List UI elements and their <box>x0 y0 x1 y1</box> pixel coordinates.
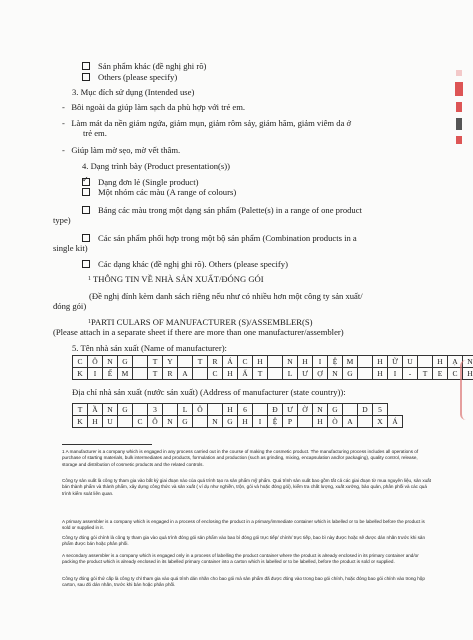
grid-cell[interactable]: Ệ <box>328 356 343 368</box>
manufacturer-address-row-2[interactable] <box>72 415 403 428</box>
grid-cell[interactable]: R <box>208 356 223 368</box>
grid-cell[interactable]: Đ <box>268 404 283 416</box>
grid-cell[interactable]: E <box>433 368 448 380</box>
grid-cell[interactable]: Ò <box>328 416 343 428</box>
manufacturer-name-label: 5. Tên nhà sản xuất (Name of manufacturer): <box>72 343 227 353</box>
attach-note-vn: (Đề nghị đính kèm danh sách riêng nếu như có nhiều hơn một công ty sản xuất/ <box>89 291 363 301</box>
grid-cell[interactable]: - <box>403 368 418 380</box>
grid-cell[interactable]: L <box>283 368 298 380</box>
checkbox-range-of-colours[interactable] <box>82 188 90 196</box>
presentation-colours: Một nhóm các màu (A range of colours) <box>82 187 236 197</box>
grid-cell[interactable]: G <box>223 416 238 428</box>
grid-cell[interactable]: L <box>178 404 193 416</box>
grid-cell[interactable]: D <box>358 404 373 416</box>
use-item-2: - Làm mát da nền giảm ngứa, giảm mụn, giảm rôm sảy, giảm hăm, giảm viêm da ở <box>62 118 352 128</box>
presentation-palette: Bảng các màu trong một dạng sản phẩm (Palette(s) in a range of one product <box>82 205 362 215</box>
grid-cell[interactable]: U <box>103 416 118 428</box>
page-edge-stamp <box>452 70 466 160</box>
grid-cell[interactable] <box>118 416 133 428</box>
use-item-3: - Giúp làm mờ sẹo, mờ vết thâm. <box>62 145 181 155</box>
grid-cell[interactable]: X <box>373 416 388 428</box>
grid-cell[interactable]: H <box>88 416 103 428</box>
grid-cell[interactable]: 6 <box>238 404 253 416</box>
grid-cell[interactable]: N <box>313 404 328 416</box>
grid-cell[interactable] <box>193 416 208 428</box>
grid-cell[interactable] <box>193 368 208 380</box>
grid-cell[interactable]: N <box>283 356 298 368</box>
use-item-1: - Bôi ngoài da giúp làm sạch da phù hợp với trẻ em. <box>62 102 246 112</box>
grid-cell[interactable]: I <box>313 356 328 368</box>
grid-cell[interactable]: K <box>73 416 88 428</box>
checkbox-other-products[interactable] <box>82 62 90 70</box>
manufacturer-name-row-2[interactable] <box>72 367 473 380</box>
grid-cell[interactable]: I <box>253 416 268 428</box>
grid-cell[interactable]: H <box>223 368 238 380</box>
grid-cell[interactable]: T <box>73 404 88 416</box>
presentation-palette-cont: type) <box>53 215 71 225</box>
grid-cell[interactable]: R <box>163 368 178 380</box>
manufacturer-address-label: Địa chỉ nhà sản xuất (nước sản xuất) (Address of manufacturer (state country)): <box>72 387 346 397</box>
grid-cell[interactable]: P <box>283 416 298 428</box>
footnote-manufacturer: 1 A manufacturer is a company which is engaged in any process carried out in the course of making the cosmetic product. The manufacturing process includes all operations of purchase of starting materials, bulk intermediates and products, formulation and production (such as grinding, mixing, encapsulation and/or packaging), quality control, release, storage and distribution of cosmetic products and the related controls. <box>62 449 419 467</box>
grid-cell[interactable]: C <box>238 356 253 368</box>
grid-cell[interactable]: N <box>103 404 118 416</box>
grid-cell[interactable]: Ệ <box>268 416 283 428</box>
grid-cell[interactable]: Ô <box>148 416 163 428</box>
grid-cell[interactable]: A <box>178 368 193 380</box>
grid-cell[interactable]: N <box>463 356 473 368</box>
footnote-divider <box>62 444 152 445</box>
grid-cell[interactable]: H <box>238 416 253 428</box>
grid-cell[interactable]: H <box>298 356 313 368</box>
grid-cell[interactable]: H <box>313 416 328 428</box>
grid-cell[interactable]: Ợ <box>313 368 328 380</box>
presentation-single: ✓Dạng đơn lẻ (Single product) <box>82 177 199 187</box>
footnote-primary-assembler-vn: Công ty đóng gói chính là công ty tham gia vào quá trình đóng gói sản phẩm vào bao bì đóng gói trực tiếp/ chính/ trực tiếp, bao bì này được hoặc sẽ được dán nhãn trước khi sản phẩm được bán hoặc phân phối. <box>62 535 426 547</box>
grid-cell[interactable]: G <box>343 368 358 380</box>
grid-cell[interactable]: 3 <box>148 404 163 416</box>
presentation-kit: Các sản phẩm phối hợp trong một bộ sản phẩm (Combination products in a <box>82 233 357 243</box>
grid-cell[interactable] <box>358 368 373 380</box>
grid-cell[interactable]: H <box>223 404 238 416</box>
footnote-manufacturer-vn: Công ty sản xuất là công ty tham gia vào bất kỳ giai đoạn nào của quá trình tạo ra sản phẩm mỹ phẩm. Quá trình sản xuất bao gồm tất cả các giai đoạn từ mua nguyên liệu, sản xuất bán thành phẩm và thành phẩm, xây dựng công thức và sản xuất ( ví dụ như nghiền, trộn, gói và hoặc đóng gói), kiểm tra chất lượng, xuất xưởng, bảo quản, phân phối và các quá trình kiểm soát liên quan. <box>62 478 432 496</box>
grid-cell[interactable] <box>268 368 283 380</box>
manufacturer-info-en: $^1$PARTI CULARS OF MANUFACTURER (S)/ASSEMBLER(S) <box>88 317 313 327</box>
grid-cell[interactable]: Ư <box>283 404 298 416</box>
presentation-other: Các dạng khác (đề nghị ghi rõ). Others (please specify) <box>82 259 288 269</box>
grid-cell[interactable]: Ữ <box>388 356 403 368</box>
checkbox-other-presentation[interactable] <box>82 260 90 268</box>
seal-edge-mark <box>460 360 473 420</box>
attach-note-vn-cont: đóng gói) <box>53 301 87 311</box>
grid-cell[interactable]: Ầ <box>88 404 103 416</box>
grid-cell[interactable]: M <box>118 368 133 380</box>
other-products-en: Others (please specify) <box>82 72 177 82</box>
grid-cell[interactable]: I <box>388 368 403 380</box>
grid-cell[interactable]: Ô <box>88 356 103 368</box>
grid-cell[interactable]: 5 <box>373 404 388 416</box>
grid-cell[interactable]: G <box>328 404 343 416</box>
attach-note-en: (Please attach in a separate sheet if there are more than one manufacturer/assembler) <box>53 327 344 337</box>
grid-cell[interactable]: Á <box>388 416 403 428</box>
grid-cell[interactable]: N <box>103 356 118 368</box>
grid-cell[interactable]: Ờ <box>298 404 313 416</box>
grid-cell[interactable]: T <box>253 368 268 380</box>
grid-cell[interactable]: N <box>163 416 178 428</box>
grid-cell[interactable]: T <box>193 356 208 368</box>
grid-cell[interactable]: Ấ <box>238 368 253 380</box>
grid-cell[interactable]: G <box>118 404 133 416</box>
grid-cell[interactable]: T <box>148 356 163 368</box>
presentation-kit-cont: single kit) <box>53 243 88 253</box>
grid-cell[interactable]: Ư <box>298 368 313 380</box>
grid-cell[interactable]: K <box>73 368 88 380</box>
checkbox-single-product[interactable] <box>82 178 90 186</box>
footnote-secondary-assembler-vn: Công ty đóng gói thứ cấp là công ty chỉ tham gia vào quá trình dán nhãn cho bao gói mà sản phẩm đã được đóng vào trong bao gói chính, hoặc đóng bao gói chính vào trong hộp carton, sau đó dán nhãn, trước khi bán hoặc phân phối. <box>62 576 425 588</box>
checkbox-others-specify[interactable] <box>82 73 90 81</box>
grid-cell[interactable]: C <box>133 416 148 428</box>
grid-cell[interactable]: G <box>118 356 133 368</box>
grid-cell[interactable]: C <box>448 368 463 380</box>
grid-cell[interactable]: U <box>403 356 418 368</box>
grid-cell[interactable]: C <box>208 368 223 380</box>
section-3-heading: 3. Mục đích sử dụng (Intended use) <box>72 87 195 97</box>
grid-cell[interactable]: T <box>418 368 433 380</box>
other-products-vn: Sản phẩm khác (đề nghị ghi rõ) <box>82 61 206 71</box>
grid-cell[interactable]: I <box>88 368 103 380</box>
manufacturer-info-vn: $^1$ THÔNG TIN VỀ NHÀ SẢN XUẤT/ĐÓNG GÓI <box>88 274 264 284</box>
grid-cell[interactable]: T <box>148 368 163 380</box>
grid-cell[interactable] <box>133 368 148 380</box>
grid-cell[interactable]: N <box>208 416 223 428</box>
footnote-primary-assembler: A primary assembler is a company which is engaged in a process of enclosing the product in a primary/immediate container which is labelled or to be labelled before the product is sold or supplied in it. <box>62 519 425 531</box>
grid-cell[interactable]: H <box>253 356 268 368</box>
grid-cell[interactable] <box>298 416 313 428</box>
grid-cell[interactable]: A <box>343 416 358 428</box>
grid-cell[interactable]: H <box>373 368 388 380</box>
checkbox-combination-kit[interactable] <box>82 234 90 242</box>
grid-cell[interactable]: H <box>373 356 388 368</box>
grid-cell[interactable]: H <box>463 368 473 380</box>
grid-cell[interactable]: Ạ <box>448 356 463 368</box>
grid-cell[interactable]: C <box>73 356 88 368</box>
checkbox-palette[interactable] <box>82 206 90 214</box>
grid-cell[interactable]: G <box>178 416 193 428</box>
section-4-heading: 4. Dạng trình bày (Product presentation(s)) <box>82 161 230 171</box>
grid-cell[interactable]: Y <box>163 356 178 368</box>
grid-cell[interactable]: Á <box>223 356 238 368</box>
use-item-2-cont: trẻ em. <box>83 128 107 138</box>
grid-cell[interactable]: N <box>328 368 343 380</box>
grid-cell[interactable]: M <box>343 356 358 368</box>
grid-cell[interactable] <box>358 416 373 428</box>
grid-cell[interactable]: Ô <box>193 404 208 416</box>
grid-cell[interactable]: Ể <box>103 368 118 380</box>
grid-cell[interactable]: H <box>433 356 448 368</box>
footnote-secondary-assembler: A secondary assembler is a company which is engaged only in a process of labelling the product container where the product is already enclosed in its primary container and/or packing the product which is already enclosed in its labelled primary container into a carton which is labelled or to be labelled, before the product is sold or supplied. <box>62 553 419 565</box>
